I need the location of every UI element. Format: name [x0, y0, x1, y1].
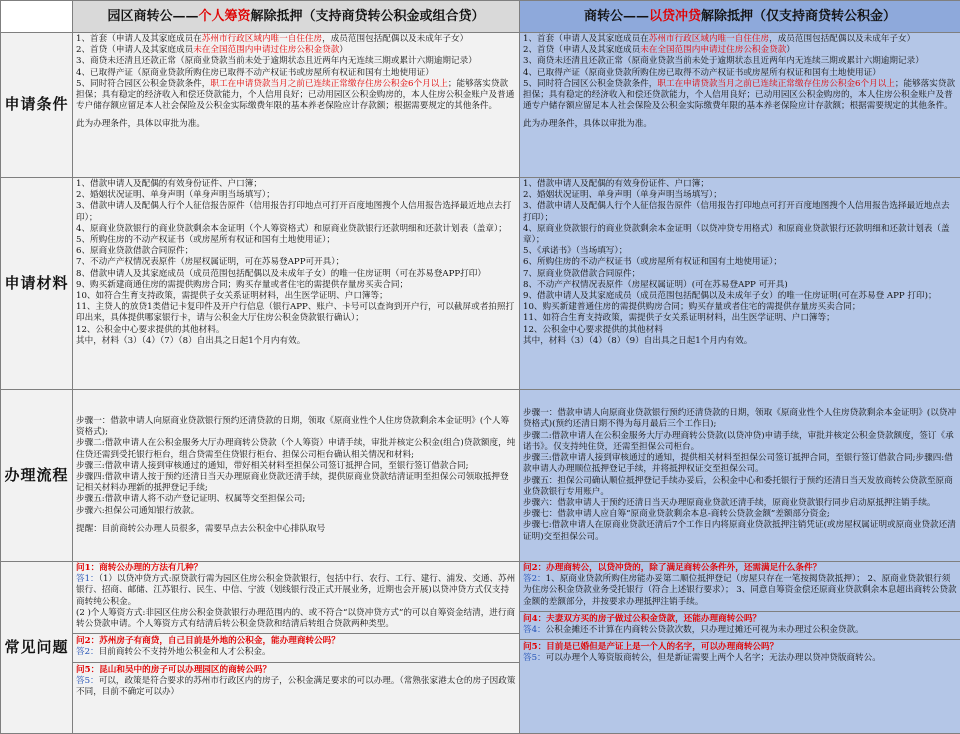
condition-text: 2、首贷（申请人及其家庭成员 [76, 45, 193, 55]
faq-answer [76, 574, 516, 630]
faq-divider [73, 662, 519, 663]
process-left-note: 提醒：目前商转公办理人员很多，需要早点去公积金中心排队取号 [76, 524, 516, 535]
material-item: 5、《承诺书》（当场填写）； [523, 246, 957, 257]
material-item: 5、所购住房的不动产权证书（或房屋所有权证和国有土地使用证）； [76, 235, 516, 246]
material-item: 6、原商业贷款借款合同原件； [76, 246, 516, 257]
materials-right [520, 178, 960, 390]
faq-divider [73, 633, 519, 634]
process-step: 步骤二:借款申请人在公积金服务大厅办理商转公贷款（个人筹资）申请手续，审批并核定公积金(组合)贷款额度，纯住贷还需到受托银行柜台，组合贷需至住贷银行柜台、担保公司柜台确认相关情况和材料; [76, 438, 516, 460]
faq-answer-prefix: 答2： [523, 574, 546, 584]
process-left-list [76, 416, 516, 517]
faq-row [1, 562, 960, 734]
condition-text: 4、已取得产证（原商业贷款所购住房已取得不动产权证书或房屋所有权证和国有土地使用证） [523, 68, 881, 78]
material-item: 10、购买新建普通住房的需提供购房合同；购买存量或者住宅的需提供存量房买卖合同； [523, 302, 957, 313]
condition-highlight: 苏州市行政区域内唯一自住住房 [202, 34, 322, 44]
header-left: 园区商转公——个人筹资解除抵押（支持商贷转公积金或组合贷） [73, 1, 520, 33]
material-item: 其中，材料（3）（4）（8）（9）自出具之日起1个月内有效。 [523, 336, 957, 347]
faq-answer-prefix: 答1： [76, 574, 99, 584]
faq-answer-text: 目前商转公不支持外地公积金和人才公积金。 [99, 647, 271, 657]
process-step: 步骤四:借款申请人按于预约还清日当天办理原商业贷款还清手续，提供原商业贷款结清证明至担保公司领取抵押登记相关材料办理新的抵押登记手续; [76, 472, 516, 494]
conditions-right-note: 此为办理条件，具体以审批为准。 [523, 119, 957, 130]
condition-highlight: 职工在申请贷款当月之前已连续正常缴存住房公积金6个月以上 [657, 79, 895, 89]
faq-question: 问5：昆山和吴中的房子可以办理园区的商转公吗？ [76, 665, 516, 676]
label-conditions: 申请条件 [1, 33, 73, 178]
faq-answer-prefix: 答5： [76, 676, 99, 686]
faq-item [76, 636, 516, 658]
material-item: 11、如符合生育支持政策，需提供子女关系证明材料，出生医学证明、户口簿等； [523, 313, 957, 324]
faq-question: 问4：夫妻双方买的房子做过公积金贷款，还能办理商转公吗？ [523, 614, 957, 625]
condition-text: 4、已取得产证（原商业贷款所购住房已取得不动产权证书或房屋所有权证和国有土地使用证） [76, 68, 434, 78]
condition-item [76, 45, 516, 56]
condition-highlight: 未在全国范围内申请过住房公积金贷款 [640, 45, 786, 55]
condition-text: 5、同时符合园区公积金贷款条件， [76, 79, 210, 89]
condition-item [523, 79, 957, 113]
material-item: 8、借款申请人及其家庭成员（成员范围包括配偶以及未成年子女）的唯一住房证明（可在苏易登APP打印） [76, 269, 516, 280]
faq-item [76, 563, 516, 630]
material-item: 1、借款申请人及配偶的有效身份证件、户口簿； [76, 179, 516, 190]
faq-answer [523, 653, 957, 664]
condition-highlight: 苏州市行政区域内唯一自住住房 [649, 34, 769, 44]
process-step: 步骤六:担保公司通知银行放款。 [76, 506, 516, 517]
faq-answer-text: 可以办理个人筹资版商转公，但是新证需要上两个人名字；无法办理以贷冲贷版商转公。 [546, 653, 881, 663]
faq-answer-prefix: 答2： [76, 647, 99, 657]
faq-answer-text: 1、原商业贷款所购住房能办妥第二顺位抵押登记（房屋只存在一笔按揭贷款抵押）； 2、原商业贷款银行须为住房公积金贷款业务受托银行（符合上述银行要求）； 3、同意自筹资金偿还原商业贷款剩余本息超出商转公贷款金额的差额部分，并按要求办理抵押注销手续。 [523, 574, 957, 606]
faq-answer [76, 647, 516, 658]
material-item: 3、借款申请人及配偶人行个人征信报告原件（信用报告打印地点可打开百度地图搜个人信用报告选择最近地点去打印）； [76, 201, 516, 223]
faq-answer-text: 公积金摊还不计算在内商转公贷款次数，只办理过摊还可视为未办理过公积金贷款。 [546, 625, 864, 635]
faq-question: 问1：商转公办理的方法有几种？ [76, 563, 516, 574]
material-item: 7、不动产产权情况表原件（房屋权属证明，可在苏易登APP可开具）； [76, 257, 516, 268]
process-row [1, 390, 960, 562]
condition-highlight: 未在全国范围内申请过住房公积金贷款 [193, 45, 339, 55]
material-item: 其中，材料（3）（4）（7）（8）自出具之日起1个月内有效。 [76, 336, 516, 347]
material-item: 11、主贷人的放贷1类借记卡复印件及开户行信息（银行APP、账户、卡号可以查询到开户行，可以截屏或者拍照打印出来，具体提供哪家银行卡，请与公积金大厅住房公积金贷款银行确认）； [76, 302, 516, 324]
material-item: 3、借款申请人及配偶人行个人征信报告原件（信用报告打印地点可打开百度地图搜个人信用报告选择最近地点去打印）； [523, 201, 957, 223]
process-step: 步骤五：担保公司确认顺位抵押登记手续办妥后，公积金中心和委托银行于预约还清日当天发放商转公贷款至原商业贷款银行专用账户。 [523, 476, 957, 498]
faq-right [520, 562, 960, 734]
faq-left-list [76, 563, 516, 698]
faq-answer-text: 可以，政策是符合要求的苏州市行政区内的房子，公积金满足要求的可以办理。（常熟张家港太仓的房子因政策不同，目前不确定可以办） [76, 676, 515, 697]
material-item: 9、借款申请人及其家庭成员（成员范围包括配偶以及未成年子女）的唯一住房证明(可在苏易登 APP 打印)； [523, 291, 957, 302]
process-step: 步骤五:借款申请人将不动产登记证明、权属等交至担保公司; [76, 494, 516, 505]
faq-answer-text: (2 )个人筹资方式:非园区住房公积金贷款银行办理范围内的、或不符合“以贷冲贷方式”的可以自筹资金结清，进行商转公贷款申请。个人筹资方式有结清后转公积金贷款和结清后转组合贷款两种类型。 [76, 608, 515, 629]
condition-text: ，成员范围包括配偶以及未成年子女） [322, 34, 468, 44]
condition-text: ；能够落实贷款担保；具有稳定的经济收入和偿还贷款能力，个人信用良好；已动用园区公积金购房的，本人住房公积金账户及普通专户储存额应留足本人社会保险及公积金实际缴费年限的基本养老保险应计存款额；根据需要规定的其他条件。 [76, 79, 514, 111]
corner-cell [1, 1, 73, 33]
faq-item [523, 642, 957, 664]
conditions-right [520, 33, 960, 178]
condition-text: 5、同时符合园区公积金贷款条件， [523, 79, 657, 89]
process-left [73, 390, 520, 562]
faq-divider [520, 639, 960, 640]
condition-text: ，成员范围包括配偶以及未成年子女） [769, 34, 915, 44]
faq-question: 问2：苏州房子有商贷，自己目前是外地的公积金，能办理商转公吗？ [76, 636, 516, 647]
condition-text: 3、商贷未还清且还款正常（原商业贷款当前未处于逾期状态且近两年内无连续三期或累计六期逾期记录） [76, 56, 477, 66]
conditions-left-list [76, 34, 516, 112]
condition-item [523, 68, 957, 79]
faq-answer-prefix: 答4： [523, 625, 546, 635]
materials-row [1, 178, 960, 390]
material-item: 2、婚姻状况证明、单身声明（单身声明当场填写）； [523, 190, 957, 201]
condition-item [523, 34, 957, 45]
faq-item [523, 563, 957, 608]
process-step: 步骤一：借款申请人向原商业贷款银行预约还清贷款的日期，领取《原商业性个人住房贷款剩余本金证明》(以贷冲贷格式)(预约还清日期不得为每月最后三个工作日); [523, 408, 957, 430]
material-item: 10、如符合生育支持政策，需提供子女关系证明材料，出生医学证明、户口簿等； [76, 291, 516, 302]
faq-answer [523, 625, 957, 636]
material-item: 4、原商业贷款银行的商业贷款剩余本金证明（以贷冲贷专用格式）和原商业贷款银行还款明细和还款计划表（盖章）； [523, 224, 957, 246]
label-faq: 常见问题 [1, 562, 73, 734]
material-item: 6、所购住房的不动产权证书（或房屋所有权证和国有土地使用证）； [523, 257, 957, 268]
condition-text: 2、首贷（申请人及其家庭成员 [523, 45, 640, 55]
faq-question: 问5：目前是已婚但是产证上是一个人的名字，可以办理商转公吗？ [523, 642, 957, 653]
materials-right-list [523, 179, 957, 347]
faq-answer [523, 574, 957, 608]
material-item: 8、不动产产权情况表原件（房屋权属证明）(可在苏易登APP 可开具) [523, 280, 957, 291]
condition-item [76, 34, 516, 45]
conditions-row [1, 33, 960, 178]
label-process: 办理流程 [1, 390, 73, 562]
material-item: 4、原商业贷款银行的商业贷款剩余本金证明（个人筹资格式）和原商业贷款银行还款明细和还款计划表（盖章）； [76, 224, 516, 235]
material-item: 1、借款申请人及配偶的有效身份证件、户口簿； [523, 179, 957, 190]
condition-item [76, 79, 516, 113]
process-step: 步骤三:借款申请人接到审核通过的通知，提供相关材料至担保公司签订抵押合同，至银行签订借款合同;步骤四:借款申请人办理顺位抵押登记手续，并将抵押权证交至担保公司。 [523, 453, 957, 475]
faq-item [76, 665, 516, 699]
material-item: 7、原商业贷款借款合同原件； [523, 269, 957, 280]
material-item: 12、公积金中心要求提供的其他材料。 [76, 325, 516, 336]
process-step: 步骤一：借款申请人向原商业贷款银行预约还清贷款的日期，领取《原商业性个人住房贷款剩余本金证明》(个人筹资格式); [76, 416, 516, 438]
condition-text: 1、首套（申请人及其家庭成员在 [76, 34, 202, 44]
faq-answer-text: （1）以贷冲贷方式:原贷款行需为园区住房公积金贷款银行，包括中行、农行、工行、建行、浦发、交通、苏州银行、招商、邮储、江苏银行、民生、中信、宁波（划线银行没正式开展业务，近期也会开展)以贷冲贷方式仅支持商转纯公积金。 [76, 574, 515, 606]
condition-text: ） [339, 45, 348, 55]
faq-answer-prefix: 答5： [523, 653, 546, 663]
faq-item [523, 614, 957, 636]
materials-left-list [76, 179, 516, 347]
process-step: 步骤三:借款申请人接到审核通过的通知，带好相关材料至担保公司签订抵押合同，至银行签订借款合同; [76, 461, 516, 472]
condition-item [523, 56, 957, 67]
faq-left [73, 562, 520, 734]
material-item: 9、购买新建商通住房的需提供购房合同；购买存量或者住宅的需提供存量房买卖合同； [76, 280, 516, 291]
material-item: 2、婚姻状况证明、单身声明（单身声明当场填写）； [76, 190, 516, 201]
condition-highlight: 职工在申请贷款当月之前已连续正常缴存住房公积金6个月以上 [210, 79, 448, 89]
faq-question: 问2：办理商转公，以贷冲贷的，除了满足商转公条件外，还需满足什么条件？ [523, 563, 957, 574]
process-step: 步骤七：借款申请人应自筹“原商业贷款剩余本息-商转公贷款金额”差额部分资金; [523, 509, 957, 520]
header-right: 商转公——以贷冲贷解除抵押（仅支持商贷转公积金） [520, 1, 960, 33]
process-right [520, 390, 960, 562]
condition-text: ；能够落实贷款担保；具有稳定的经济收入和偿还贷款能力，个人信用良好；已动用园区公积金购房的，本人住房公积金账户及普通专户储存额应留足本人社会保险及公积金实际缴费年限的基本养老保险应计存款额；根据需要规定的其他条件。 [523, 79, 955, 111]
materials-left [73, 178, 520, 390]
faq-right-list [523, 563, 957, 665]
conditions-left [73, 33, 520, 178]
faq-answer [76, 676, 516, 698]
condition-item [76, 68, 516, 79]
condition-text: 1、首套（申请人及其家庭成员在 [523, 34, 649, 44]
process-right-list [523, 408, 957, 542]
conditions-left-note: 此为办理条件，具体以审批为准。 [76, 119, 516, 130]
condition-item [523, 45, 957, 56]
process-step: 步骤六：借款申请人于预约还清日当天办理原商业贷款还清手续，原商业贷款银行同步启动原抵押注销手续。 [523, 498, 957, 509]
process-step: 步骤二:借款申请人在公积金服务大厅办理商转公贷款(以贷冲贷)申请手续，审批并核定公积金贷款额度，签订《承诺书》。仅支持纯住贷，还需至担保公司柜台。 [523, 431, 957, 453]
condition-item [76, 56, 516, 67]
conditions-right-list [523, 34, 957, 112]
condition-text: ） [786, 45, 795, 55]
material-item: 12、公积金中心要求提供的其他材料 [523, 325, 957, 336]
process-step: 步骤七:借款申请人在原商业贷款还清后7个工作日内将原商业贷款抵押注销凭证(或房屋权属证明或原商业贷款还清证明)交至担保公司。 [523, 520, 957, 542]
faq-divider [520, 611, 960, 612]
condition-text: 3、商贷未还清且还款正常（原商业贷款当前未处于逾期状态且近两年内无连续三期或累计六期逾期记录） [523, 56, 924, 66]
header-row [1, 1, 960, 33]
label-materials: 申请材料 [1, 178, 73, 390]
